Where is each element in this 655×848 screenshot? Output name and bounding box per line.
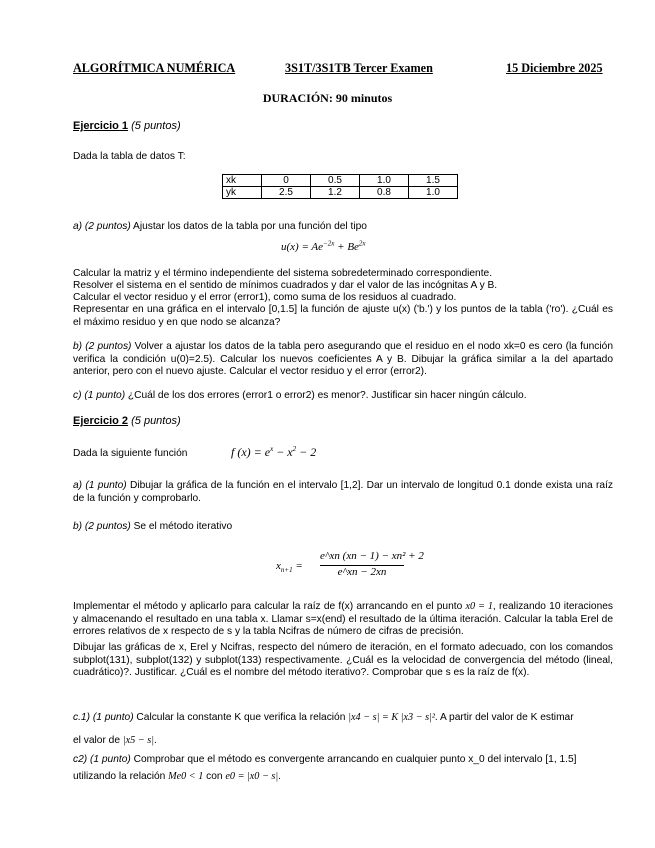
table-row — [223, 187, 458, 199]
ex2-c1-text-2: . A partir del valor de K estimar — [434, 712, 574, 723]
ex2-a-points: a) (1 punto) — [73, 480, 127, 491]
ex1-a-line-4: Representar en una gráfica en el intervalo [0,1.5] la función de ajuste u(x) ('b.') y los puntos de la tabla ('ro'). ¿Cuál es el máximo residuo y en que nodo se alcanza? — [73, 304, 613, 328]
formula-f-exp: x — [270, 445, 274, 453]
ex1-b-points: b) (2 puntos) — [73, 341, 132, 352]
formula-u-base: u(x) = Ae — [281, 241, 324, 253]
iter-equals: = — [292, 560, 303, 572]
table-cell: 1.2 — [311, 187, 360, 199]
formula-u-mid: + Be — [334, 241, 359, 253]
formula-f-base: f (x) = e — [231, 445, 271, 459]
ex2-c2-end: . — [278, 771, 281, 782]
ex2-c2-e0: e0 = |x0 − s| — [225, 771, 279, 782]
ex2-part-c1 — [73, 712, 574, 725]
table-cell: 0 — [262, 175, 311, 187]
ex1-c-text: ¿Cuál de los dos errores (error1 o error2) es menor?. Justificar sin hacer ningún cálculo. — [125, 390, 527, 401]
ex2-impl-text-1: Implementar el método y aplicarlo para calcular la raíz de f(x) arrancando en el punto — [73, 601, 466, 612]
ex2-c2-text-2: utilizando la relación — [73, 771, 169, 782]
ex2-c1-end: . — [154, 735, 157, 746]
formula-f-rest: − x — [273, 445, 293, 459]
formula-u — [281, 241, 366, 254]
table-cell: 0.8 — [360, 187, 409, 199]
ex2-part-c2 — [73, 754, 576, 767]
table-cell: yk — [223, 187, 262, 199]
formula-f-sq: 2 — [292, 445, 297, 453]
table-cell: xk — [223, 175, 262, 187]
ex2-b-text: Se el método iterativo — [130, 521, 233, 532]
table-cell: 1.5 — [409, 175, 458, 187]
table-cell: 2.5 — [262, 187, 311, 199]
ex2-b-points: b) (2 puntos) — [73, 521, 131, 532]
ex1-a-points: a) (2 puntos) — [73, 221, 131, 232]
ex2-c1-text-3: el valor de — [73, 735, 123, 746]
ex2-c1-points: c.1) (1 punto) — [73, 712, 134, 723]
ex1-a-line-1: Calcular la matriz y el término independiente del sistema sobredeterminado correspondiente. — [73, 268, 493, 279]
table-cell: 0.5 — [311, 175, 360, 187]
ex1-part-c — [73, 390, 527, 403]
ex2-c1-text-1: Calcular la constante K que verifica la relación — [133, 712, 349, 723]
ex2-c2-points: c2) (1 punto) — [73, 754, 131, 765]
formula-u-exp1: −2x — [323, 239, 335, 248]
exam-duration: DURACIÓN: 90 minutos — [262, 91, 393, 105]
ex2-c2-con: con — [203, 771, 226, 782]
iter-lhs — [276, 560, 303, 573]
ex1-title: Ejercicio 1 — [73, 120, 129, 132]
data-table-t — [222, 174, 458, 199]
formula-f-end: − 2 — [296, 445, 317, 459]
iter-lhs-sub: n+1 — [280, 566, 293, 575]
ex2-implement — [73, 601, 613, 639]
ex2-c1-val: |x5 − s| — [122, 735, 154, 746]
ex1-a-line-2: Resolver el sistema en el sentido de mínimos cuadrados y dar el valor de las incógnitas A y B. — [73, 280, 498, 291]
ex2-c2-line-2 — [73, 771, 281, 784]
ex2-impl-text-3: Dibujar las gráficas de x, Erel y Ncifras, respecto del número de iteración, en el formato adecuado, con los comandos subplot(131), subplot(132) y subplot(133) respectivamente. ¿Cuál es la velocidad de convergencia del método (lineal, cuadrático)?. Justificar. ¿Cuál es el nombre del método iterativo?. Comprobar que s es la raíz de f(x). — [73, 642, 613, 678]
ex2-c1-line-2 — [73, 735, 157, 748]
ex2-points: (5 puntos) — [131, 415, 181, 427]
ex2-part-a — [73, 480, 613, 505]
ex1-part-b — [73, 341, 613, 379]
ex2-title: Ejercicio 2 — [73, 415, 129, 427]
ex1-intro: Dada la tabla de datos T: — [73, 151, 186, 162]
ex2-impl-text-2: , realizando 10 iteraciones y almacenando el resultado en una tabla x. Llamar s=x(end) el resultado de la última iteración. Calcular la tabla Erel de errores relativos de x respecto de s y la tabla Ncifras de número de cifras de precisión. — [73, 601, 613, 637]
ex2-c1-rel: |x4 − s| = K |x3 − s|² — [348, 712, 435, 723]
ex2-heading — [73, 415, 181, 428]
formula-u-exp2: 2x — [358, 239, 366, 248]
iter-denominator: e^xn − 2xn — [320, 565, 404, 579]
iter-numerator: e^xn (xn − 1) − xn² + 2 — [320, 550, 424, 562]
table-row — [223, 175, 458, 187]
ex2-impl-x0: x0 = 1 — [465, 601, 493, 612]
formula-f — [231, 446, 316, 459]
ex2-intro: Dada la siguiente función — [73, 448, 188, 459]
ex1-points: (5 puntos) — [131, 120, 181, 132]
course-title: ALGORÍTMICA NUMÉRICA — [73, 61, 236, 75]
iter-lhs-x: x — [276, 560, 281, 572]
exam-date: 15 Diciembre 2025 — [506, 61, 603, 75]
ex2-a-text: Dibujar la gráfica de la función en el intervalo [1,2]. Dar un intervalo de longitud 0.1 donde exista una raíz de la función y comprobarlo. — [73, 480, 613, 504]
exam-title: 3S1T/3S1TB Tercer Examen — [285, 61, 433, 75]
ex2-part-b — [73, 521, 232, 534]
ex1-heading — [73, 120, 181, 133]
ex2-c2-text-1: Comprobar que el método es convergente arrancando en cualquier punto x_0 del intervalo [1, 1.5] — [130, 754, 577, 765]
ex1-a-line-3: Calcular el vector residuo y el error (error1), como suma de los residuos al cuadrado. — [73, 292, 457, 303]
ex2-c2-rel: Me0 < 1 — [168, 771, 204, 782]
ex1-b-text: Volver a ajustar los datos de la tabla pero asegurando que el residuo en el nodo xk=0 es cero (la función verifica la condición u(0)=2.5). Calcular los nuevos coeficientes A y B. Dibujar la gráfica similar a la del apartado anterior, pero con el nuevo ajuste. Calcular el vector residuo y el error (error2). — [73, 341, 613, 377]
table-cell: 1.0 — [360, 175, 409, 187]
table-cell: 1.0 — [409, 187, 458, 199]
ex1-part-a — [73, 221, 367, 234]
ex1-a-text: Ajustar los datos de la tabla por una función del tipo — [130, 221, 367, 232]
ex1-c-points: c) (1 punto) — [73, 390, 126, 401]
